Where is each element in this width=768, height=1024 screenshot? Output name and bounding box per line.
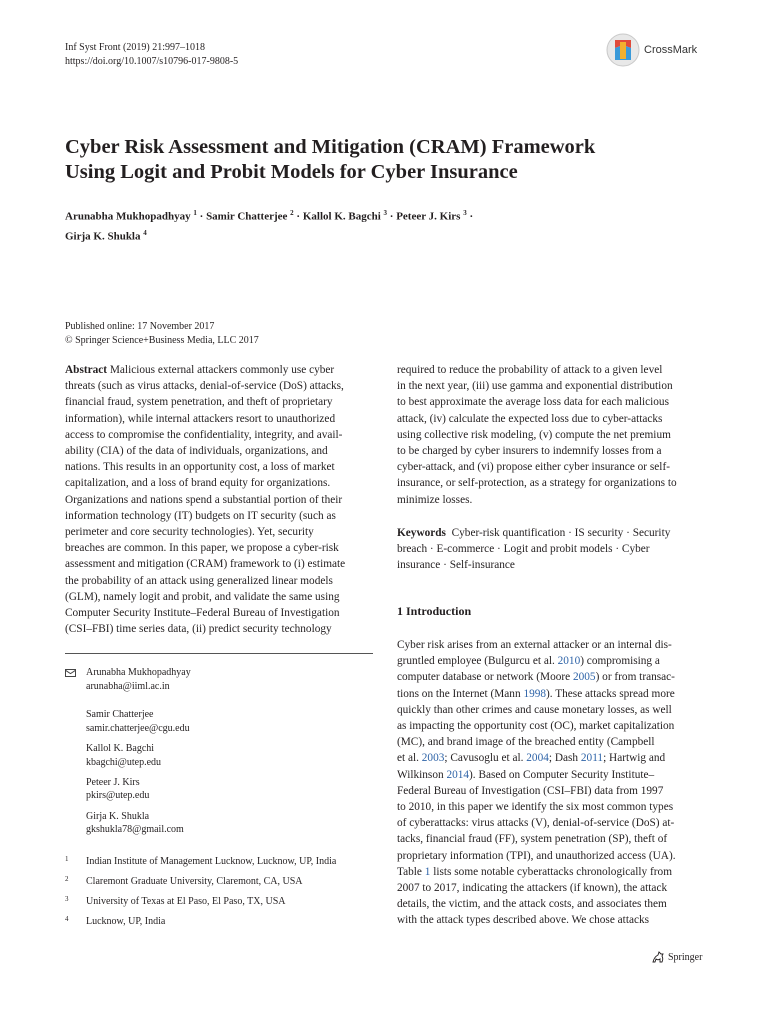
envelope-icon xyxy=(65,669,76,677)
abstract-line: (GLM), namely logit and probit, and validate the same using xyxy=(65,590,340,603)
contact-email[interactable]: kbagchi@utep.edu xyxy=(86,757,162,768)
introduction-line: gruntled employee (Bulgurcu et al. 2010) compromising a xyxy=(397,655,660,668)
introduction-body xyxy=(397,637,703,929)
abstract-line: Abstract Malicious external attackers commonly use cyber xyxy=(65,364,335,376)
keywords-line: breach · E-commerce · Logit and probit models · Cyber xyxy=(397,543,650,556)
author-separator: · xyxy=(196,210,207,223)
author-separator: · xyxy=(387,210,397,223)
author-name[interactable]: Arunabha Mukhopadhyay xyxy=(65,210,191,223)
paper-title xyxy=(65,135,705,185)
section-heading-introduction: 1 Introduction xyxy=(397,604,472,618)
contact-email[interactable]: arunabha@iiml.ac.in xyxy=(86,681,170,692)
introduction-line: as impacting the opportunity cost (OC), market capitalization xyxy=(397,720,675,733)
doi-link[interactable]: https://doi.org/10.1007/s10796-017-9808-5 xyxy=(65,56,239,67)
crossmark-label: CrossMark xyxy=(644,44,698,56)
citation-link[interactable]: 1998 xyxy=(523,687,547,700)
contact-email[interactable]: pkirs@utep.edu xyxy=(86,790,150,801)
introduction-line: Federal Bureau of Investigation (CSI–FBI) data from 1997 xyxy=(397,784,664,797)
contact-email[interactable]: gkshukla78@gmail.com xyxy=(86,824,184,835)
citation-link[interactable]: 2011 xyxy=(580,752,604,765)
abstract-line: to best approximate the average loss data for each malicious xyxy=(397,396,669,409)
abstract-line: insurance, or self-protection, as a strategy for organizations to xyxy=(397,477,677,490)
abstract-line: threats (such as virus attacks, denial-of-service (DoS) attacks, xyxy=(65,380,344,393)
author-name[interactable]: Samir Chatterjee xyxy=(206,210,288,223)
abstract-line: (CSI–FBI) time series data, (ii) predict security technology xyxy=(65,623,332,636)
affiliation-text: Lucknow, UP, India xyxy=(86,916,166,927)
author-affiliation-marker: 2 xyxy=(290,209,294,217)
springer-horse-icon xyxy=(651,951,665,963)
citation-link[interactable]: 2005 xyxy=(572,671,596,684)
introduction-line: tacks, financial fraud (FF), system penetration (SP), theft of xyxy=(397,833,668,846)
introduction-line: of cyberattacks: virus attacks (V), denial-of-service (DoS) at- xyxy=(397,817,675,830)
crossmark-icon xyxy=(606,33,640,67)
abstract-line: in the next year, (iii) use gamma and exponential distribution xyxy=(397,380,673,393)
author-affiliation-marker: 1 xyxy=(193,209,197,217)
introduction-line: proprietary information (TPI), and unauthorized access (UA). xyxy=(397,849,676,862)
abstract-line: attack, (iv) calculate the expected loss due to cyber-attacks xyxy=(397,412,663,425)
affiliation-number: 4 xyxy=(65,915,69,923)
introduction-line: computer database or network (Moore 2005) or from transac- xyxy=(397,671,675,684)
publisher-label: Springer xyxy=(668,951,703,963)
keywords-line: insurance · Self-insurance xyxy=(397,559,515,572)
affiliation-number: 2 xyxy=(65,875,69,883)
abstract-block xyxy=(65,362,373,637)
introduction-line: (MC), and brand image of the breached entity (Campbell xyxy=(397,736,655,749)
abstract-line: nations. This results in an opportunity cost, a loss of market xyxy=(65,461,335,474)
introduction-line: 2007 to 2017, indicating the attackers (if known), the attack xyxy=(397,882,668,895)
abstract-line: the probability of an attack using generalized linear models xyxy=(65,574,333,587)
citation-link[interactable]: 2014 xyxy=(446,768,470,781)
abstract-line: cyber-attack, and (vi) propose either cyber insurance or self- xyxy=(397,461,670,474)
abstract-line: required to reduce the probability of attack to a given level xyxy=(397,364,663,376)
author-name[interactable]: Girja K. Shukla xyxy=(65,230,141,243)
introduction-line: Cyber risk arises from an external attacker or an internal dis- xyxy=(397,639,672,651)
author-name[interactable]: Peteer J. Kirs xyxy=(396,210,461,223)
introduction-line: tions on the Internet (Mann 1998). These attacks spread more xyxy=(397,687,675,700)
abstract-line: breaches are common. In this paper, we propose a cyber-risk xyxy=(65,542,339,555)
abstract-label: Abstract xyxy=(65,364,108,376)
footnote-divider xyxy=(65,653,373,654)
introduction-line: et al. 2003; Cavusoglu et al. 2004; Dash 2011; Hartwig and xyxy=(397,752,666,765)
abstract-line: information), while internal attackers resort to unauthorized xyxy=(65,412,336,425)
title-line-1: Cyber Risk Assessment and Mitigation (CRAM) Framework xyxy=(65,136,596,158)
author-affiliation-marker: 3 xyxy=(383,209,388,217)
introduction-line: Wilkinson 2014). Based on Computer Security Institute– xyxy=(397,768,655,781)
abstract-continued xyxy=(397,362,703,508)
copyright: © Springer Science+Business Media, LLC 2017 xyxy=(65,335,259,346)
citation-link[interactable]: 2003 xyxy=(421,752,445,765)
citation-link[interactable]: 2010 xyxy=(557,655,581,668)
author-affiliation-marker: 3 xyxy=(463,209,467,217)
journal-citation: Inf Syst Front (2019) 21:997–1018 xyxy=(65,42,205,53)
abstract-line: Computer Security Institute–Federal Bureau of Investigation xyxy=(65,607,340,620)
keywords-label: Keywords xyxy=(397,527,446,539)
citation-link[interactable]: 2004 xyxy=(526,752,549,765)
introduction-line: details, the victim, and the attack costs, and associates them xyxy=(397,898,667,911)
author-name[interactable]: Kallol K. Bagchi xyxy=(302,210,381,223)
introduction-line: quickly than other crimes and cause monetary losses, as well xyxy=(397,703,672,716)
abstract-line: Organizations and nations spend a substantial portion of their xyxy=(65,493,343,506)
abstract-line: to be charged by cyber insurers to indemnify losses from a xyxy=(397,445,662,458)
contact-email[interactable]: samir.chatterjee@cgu.edu xyxy=(86,723,190,734)
abstract-line: using collective risk modeling, (v) compute the net premium xyxy=(397,428,671,441)
crossmark-badge[interactable] xyxy=(606,32,726,68)
abstract-line: financial fraud, system penetration, and theft of proprietary xyxy=(65,396,333,409)
keywords-block xyxy=(397,525,703,574)
contact-name: Samir Chatterjee xyxy=(86,709,154,720)
abstract-line: ability (CIA) of the data of individuals, organizations, and xyxy=(65,445,328,458)
abstract-line: capitalization, and a loss of brand equity for organizations. xyxy=(65,477,331,490)
abstract-line: information technology (IT) budgets on IT security (such as xyxy=(65,509,336,522)
title-line-2: Using Logit and Probit Models for Cyber Insurance xyxy=(65,161,518,183)
author-separator: · xyxy=(293,210,303,223)
author-affiliation-marker: 4 xyxy=(143,228,147,237)
affiliation-text: Claremont Graduate University, Claremont, CA, USA xyxy=(86,876,303,887)
springer-logo xyxy=(651,951,702,963)
affiliation-number: 1 xyxy=(65,855,69,863)
contact-name: Arunabha Mukhopadhyay xyxy=(86,667,191,678)
affiliation-number: 3 xyxy=(65,895,69,903)
citation-link[interactable]: 1 xyxy=(424,865,431,878)
keywords-line: Keywords Cyber-risk quantification · IS security · Security xyxy=(397,527,671,539)
abstract-line: assessment and mitigation (CRAM) framework to (i) estimate xyxy=(65,558,346,571)
abstract-line: access to compromise the confidentiality, integrity, and avail- xyxy=(65,428,343,441)
author-separator: · xyxy=(466,210,474,223)
contact-name: Peteer J. Kirs xyxy=(86,777,140,788)
affiliation-text: University of Texas at El Paso, El Paso, TX, USA xyxy=(86,896,286,907)
contact-name: Kallol K. Bagchi xyxy=(86,743,155,754)
abstract-line: perimeter and core security technologies). Yet, security xyxy=(65,526,314,539)
introduction-line: with the attack types described above. We chose attacks xyxy=(397,914,650,927)
introduction-line: Table 1 lists some notable cyberattacks chronologically from xyxy=(397,865,672,878)
affiliation-text: Indian Institute of Management Lucknow, Lucknow, UP, India xyxy=(86,856,337,867)
published-date: Published online: 17 November 2017 xyxy=(65,321,215,332)
abstract-line: minimize losses. xyxy=(397,493,473,506)
contact-name: Girja K. Shukla xyxy=(86,811,150,822)
introduction-line: to 2010, in this paper we identify the six most common types xyxy=(397,801,674,814)
author-list xyxy=(65,205,705,244)
